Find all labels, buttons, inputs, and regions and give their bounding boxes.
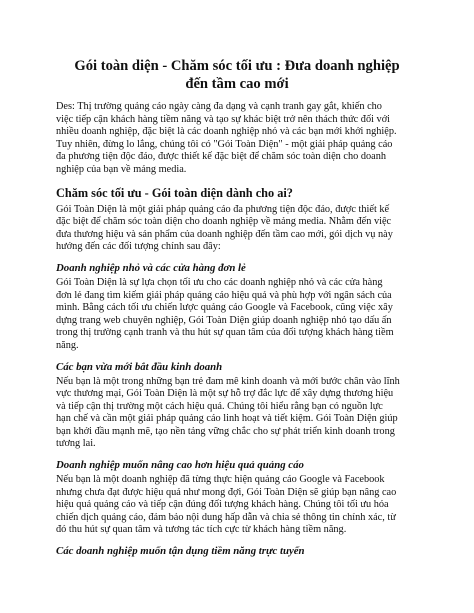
text-line: đơn lẻ đang tìm kiếm giải pháp quảng cáo hiệu quả và phù hợp với ngân sách của (56, 289, 392, 301)
subsection-paragraph (56, 277, 418, 353)
text-line: dựng trang web chuyên nghiệp, Gói Toàn Diện giúp doanh nghiệp nhỏ tạo dấu ấn (56, 314, 392, 326)
text-line: đa phương tiện độc đáo, được thiết kế đặc biệt để chăm sóc toàn diện cho doanh (56, 151, 386, 163)
text-line: hạn chế và cần một giải pháp quảng cáo linh hoạt và tiết kiệm. Gói Toàn Diện giúp (56, 413, 398, 425)
text-line: Des: Thị trường quảng cáo ngày càng đa dạng và cạnh tranh gay gắt, khiến cho (56, 101, 382, 112)
text-line: hiệu quả quảng cáo và tiếp cận đúng đối tượng khách hàng. Chúng tôi tối ưu hóa (56, 499, 389, 511)
title-line: đến tầm cao mới (185, 76, 289, 92)
subsection-paragraph (56, 474, 418, 537)
text-line: hướng đến các đối tượng chính sau đây: (56, 241, 221, 253)
subsection-heading: Doanh nghiệp muốn nâng cao hơn hiệu quả quảng cáo (56, 459, 304, 472)
text-line: chiến dịch quảng cáo, đảm bảo nội dung hấp dẫn và chia sẻ thông tin chính xác, từ (56, 511, 396, 523)
text-line: Nếu bạn là một trong những bạn trẻ đam mê kinh doanh và mới bước chân vào lĩnh (56, 375, 400, 387)
text-line: Gói Toàn Diện là một giải pháp quảng cáo đa phương tiện độc đáo, được thiết kế (56, 203, 390, 215)
text-line: năng. (56, 339, 79, 351)
subsection-heading: Các bạn vừa mới bắt đầu kinh doanh (56, 360, 223, 373)
title-line: Gói toàn diện - Chăm sóc tối ưu : Đưa doanh nghiệp (74, 58, 400, 74)
document-title (56, 0, 418, 93)
text-line: Gói Toàn Diện là sự lựa chọn tối ưu cho các doanh nghiệp nhỏ và các cửa hàng (56, 276, 383, 288)
text-line: trong thị trường cạnh tranh và thu hút sự quan tâm của đối tượng khách hàng tiềm (56, 327, 394, 339)
text-line: Tuy nhiên, đừng lo lắng, chúng tôi có "Gói Toàn Diện" - một giải pháp quảng cáo (56, 138, 393, 150)
text-line: nhiều doanh nghiệp, đặc biệt là các doanh nghiệp nhỏ và các bạn mới khởi nghiệp. (56, 126, 397, 138)
text-line: đặc biệt để chăm sóc toàn diện cho doanh nghiệp về mảng media. Nhằm đến việc (56, 216, 392, 228)
text-line: đó thu hút sự quan tâm và tương tác tích cực từ khách hàng tiềm năng. (56, 524, 347, 536)
section-paragraph (56, 204, 418, 254)
section-heading: Chăm sóc tối ưu - Gói toàn diện dành cho ai? (56, 185, 293, 200)
intro-paragraph (56, 101, 418, 177)
text-line: nhưng chưa đạt được hiệu quả như mong đợi, Gói Toàn Diện sẽ giúp bạn nâng cao (56, 486, 397, 498)
text-line: vực thương mại, Gói Toàn Diện là một sự hỗ trợ đắc lực để xây dựng thương hiệu (56, 388, 394, 400)
text-line: tương lai. (56, 438, 96, 450)
text-line: Nếu bạn là một doanh nghiệp đã từng thực hiện quảng cáo Google và Facebook (56, 474, 385, 486)
subsection-heading: Doanh nghiệp nhỏ và các cửa hàng đơn lẻ (56, 261, 246, 274)
text-line: bạn khởi đầu mạnh mẽ, tạo nền tảng vững chắc cho sự phát triển kinh doanh trong (56, 425, 395, 437)
text-line: mình. Bằng cách tối ưu chiến lược quảng cáo Google và Facebook, cũng việc xây (56, 302, 393, 314)
subsection-paragraph (56, 376, 418, 452)
text-line: nghiệp của bạn về mảng media. (56, 163, 187, 175)
text-line: và tiếp cận thị trường một cách hiệu quả. Chúng tôi hiểu rằng bạn có nguồn lực (56, 400, 383, 412)
subsection-heading: Các doanh nghiệp muốn tận dụng tiềm năng trực tuyến (56, 545, 305, 558)
text-line: đưa thương hiệu và sản phẩm của doanh nghiệp đến tầm cao mới, gói dịch vụ này (56, 228, 393, 240)
text-line: việc tiếp cận khách hàng tiềm năng và tạo sự khác biệt trở nên thách thức đối với (56, 113, 390, 125)
